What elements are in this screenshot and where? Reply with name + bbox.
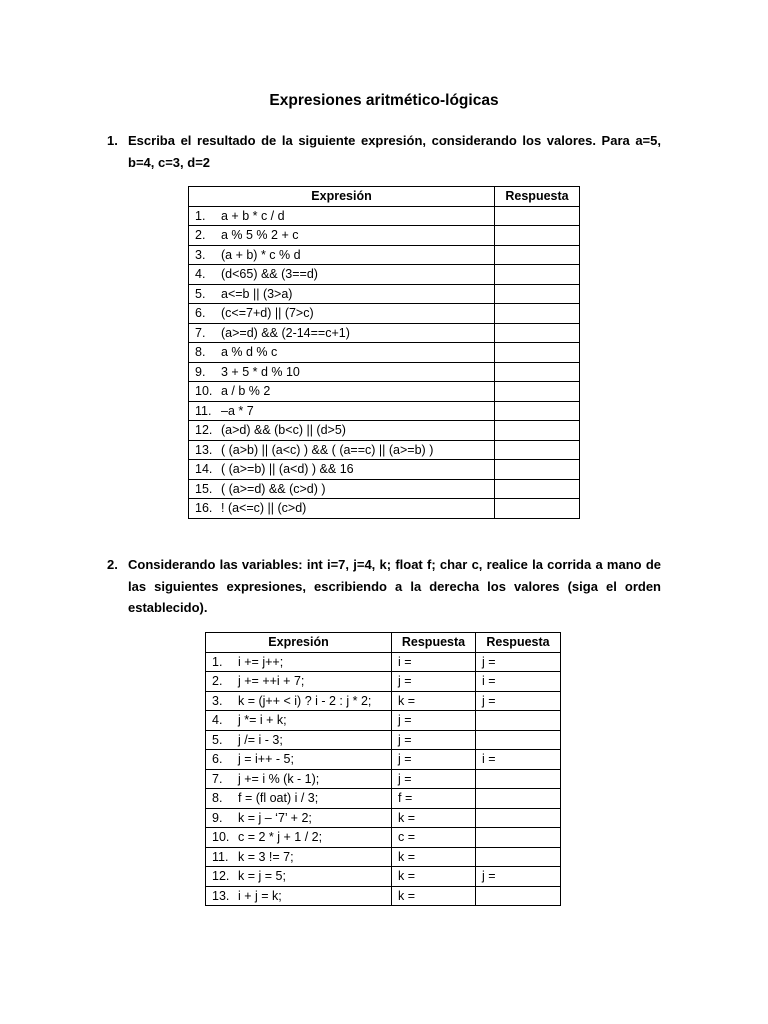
expression-text: ( (a>b) || (a<c) ) && ( (a==c) || (a>=b) )	[221, 442, 434, 457]
column-header-answer: Respuesta	[392, 633, 476, 653]
table-row	[206, 672, 561, 692]
answer-cell[interactable]: j =	[392, 672, 476, 692]
answer-cell[interactable]: j =	[392, 750, 476, 770]
row-number: 2.	[195, 228, 206, 242]
expression-text: –a * 7	[221, 403, 254, 418]
question-text: Considerando las variables: int i=7, j=4, k; float f; char c, realice la corrida a mano de las siguientes expresiones, escribiendo a la derecha los valores (siga el orden establecido).	[128, 557, 661, 615]
expression-cell	[189, 284, 495, 304]
answer-cell[interactable]	[495, 265, 580, 285]
table-row	[206, 808, 561, 828]
row-number: 6.	[195, 306, 206, 320]
expression-text: i += j++;	[238, 654, 284, 669]
row-number: 8.	[212, 791, 223, 805]
table-row	[189, 382, 580, 402]
expression-text: k = j – ‘7’ + 2;	[238, 810, 312, 825]
answer-cell[interactable]	[495, 440, 580, 460]
answer-cell-2[interactable]	[476, 886, 561, 906]
expression-cell	[189, 362, 495, 382]
expression-text: a + b * c / d	[221, 208, 285, 223]
table-row	[189, 499, 580, 519]
expression-cell	[206, 789, 392, 809]
table-row	[189, 362, 580, 382]
expression-text: j += i % (k - 1);	[238, 771, 320, 786]
row-number: 7.	[212, 771, 223, 786]
row-number: 3.	[195, 247, 206, 262]
expression-text: a % 5 % 2 + c	[221, 228, 299, 242]
row-number: 9.	[195, 364, 206, 379]
question-1	[107, 130, 661, 173]
expression-text: 3 + 5 * d % 10	[221, 364, 300, 379]
row-number: 6.	[212, 752, 223, 766]
table-row	[189, 421, 580, 441]
expression-text: k = j = 5;	[238, 869, 286, 883]
expression-table-1	[188, 186, 580, 519]
row-number: 16.	[195, 501, 213, 515]
expression-cell	[206, 711, 392, 731]
row-number: 9.	[212, 810, 223, 825]
expression-text: (a>d) && (b<c) || (d>5)	[221, 423, 346, 437]
expression-cell	[206, 867, 392, 887]
answer-cell-2[interactable]: j =	[476, 652, 561, 672]
question-2	[107, 554, 661, 619]
answer-cell-2[interactable]: j =	[476, 691, 561, 711]
row-number: 5.	[195, 286, 206, 301]
expression-cell	[189, 304, 495, 324]
table-row	[189, 226, 580, 246]
row-number: 1.	[212, 654, 223, 669]
expression-text: (c<=7+d) || (7>c)	[221, 306, 314, 320]
answer-cell-2[interactable]	[476, 808, 561, 828]
question-number: 2.	[107, 557, 118, 572]
row-number: 3.	[212, 693, 223, 708]
expression-text: a<=b || (3>a)	[221, 286, 293, 301]
answer-cell-2[interactable]	[476, 711, 561, 731]
question-text: Escriba el resultado de la siguiente expresión, considerando los valores. Para a=5, b=4, c=3, d=2	[128, 133, 661, 170]
answer-cell-2[interactable]: i =	[476, 750, 561, 770]
expression-cell	[189, 421, 495, 441]
answer-cell[interactable]	[495, 479, 580, 499]
expression-cell	[206, 730, 392, 750]
expression-text: i + j = k;	[238, 888, 282, 903]
expression-text: ( (a>=d) && (c>d) )	[221, 481, 326, 496]
answer-cell[interactable]: k =	[392, 886, 476, 906]
table-row	[189, 440, 580, 460]
column-header-expression: Expresión	[206, 633, 392, 653]
expression-cell	[206, 886, 392, 906]
expression-cell	[189, 323, 495, 343]
table-row	[189, 460, 580, 480]
expression-cell	[189, 499, 495, 519]
answer-cell[interactable]: j =	[392, 769, 476, 789]
table-row	[206, 828, 561, 848]
table-row	[206, 886, 561, 906]
row-number: 10.	[212, 830, 230, 844]
answer-cell[interactable]	[495, 401, 580, 421]
expression-text: (a>=d) && (2-14==c+1)	[221, 325, 350, 340]
answer-cell[interactable]: k =	[392, 808, 476, 828]
expression-cell	[206, 828, 392, 848]
table-row	[206, 750, 561, 770]
expression-cell	[189, 226, 495, 246]
table-row	[206, 867, 561, 887]
answer-cell[interactable]: k =	[392, 691, 476, 711]
table-row	[189, 265, 580, 285]
expression-text: j += ++i + 7;	[238, 674, 305, 688]
expression-cell	[206, 652, 392, 672]
table-row	[189, 206, 580, 226]
answer-cell[interactable]: k =	[392, 847, 476, 867]
column-header-answer-2: Respuesta	[476, 633, 561, 653]
answer-cell[interactable]	[495, 226, 580, 246]
expression-cell	[189, 479, 495, 499]
expression-cell	[206, 672, 392, 692]
answer-cell[interactable]	[495, 245, 580, 265]
table-row	[206, 847, 561, 867]
answer-cell-2[interactable]: i =	[476, 672, 561, 692]
expression-text: a / b % 2	[221, 384, 271, 398]
question-number: 1.	[107, 133, 118, 148]
expression-text: j *= i + k;	[238, 713, 287, 727]
row-number: 5.	[212, 732, 223, 747]
row-number: 10.	[195, 384, 213, 398]
answer-cell-2[interactable]	[476, 789, 561, 809]
expression-text: f = (fl oat) i / 3;	[238, 791, 319, 805]
row-number: 4.	[195, 267, 206, 281]
answer-cell[interactable]: k =	[392, 867, 476, 887]
answer-cell-2[interactable]	[476, 730, 561, 750]
row-number: 12.	[212, 869, 230, 883]
table-row	[206, 652, 561, 672]
table-row	[206, 789, 561, 809]
table-row	[206, 730, 561, 750]
answer-cell[interactable]: j =	[392, 730, 476, 750]
expression-cell	[206, 691, 392, 711]
column-header-answer: Respuesta	[495, 187, 580, 207]
answer-cell[interactable]	[495, 499, 580, 519]
answer-cell[interactable]: i =	[392, 652, 476, 672]
expression-cell	[189, 245, 495, 265]
row-number: 14.	[195, 462, 213, 476]
expression-cell	[189, 460, 495, 480]
expression-cell	[189, 206, 495, 226]
page-title: Expresiones aritmético-lógicas	[269, 92, 499, 109]
table-row	[206, 691, 561, 711]
answer-cell[interactable]	[495, 362, 580, 382]
answer-cell[interactable]	[495, 206, 580, 226]
row-number: 7.	[195, 325, 206, 340]
row-number: 15.	[195, 481, 213, 496]
answer-cell[interactable]	[495, 343, 580, 363]
expression-text: (d<65) && (3==d)	[221, 267, 318, 281]
answer-cell-2[interactable]	[476, 769, 561, 789]
answer-cell-2[interactable]	[476, 828, 561, 848]
answer-cell-2[interactable]: j =	[476, 867, 561, 887]
table-row	[206, 769, 561, 789]
expression-cell	[206, 769, 392, 789]
row-number: 13.	[195, 442, 213, 457]
answer-cell[interactable]	[495, 421, 580, 441]
expression-cell	[189, 440, 495, 460]
answer-cell-2[interactable]	[476, 847, 561, 867]
row-number: 2.	[212, 674, 223, 688]
expression-text: a % d % c	[221, 345, 278, 359]
expression-cell	[206, 808, 392, 828]
row-number: 1.	[195, 208, 206, 223]
table-row	[189, 323, 580, 343]
answer-cell[interactable]	[495, 382, 580, 402]
expression-cell	[189, 382, 495, 402]
expression-table-2	[205, 632, 561, 906]
table-row	[189, 245, 580, 265]
answer-cell[interactable]	[495, 304, 580, 324]
expression-text: ( (a>=b) || (a<d) ) && 16	[221, 462, 354, 476]
row-number: 11.	[212, 849, 229, 864]
row-number: 11.	[195, 403, 212, 418]
expression-text: c = 2 * j + 1 / 2;	[238, 830, 323, 844]
answer-cell[interactable]: j =	[392, 711, 476, 731]
expression-text: k = (j++ < i) ? i - 2 : j * 2;	[238, 693, 372, 708]
expression-text: j = i++ - 5;	[238, 752, 294, 766]
expression-text: (a + b) * c % d	[221, 247, 301, 262]
expression-cell	[189, 401, 495, 421]
answer-cell[interactable]: c =	[392, 828, 476, 848]
answer-cell[interactable]	[495, 323, 580, 343]
table-row	[189, 343, 580, 363]
row-number: 8.	[195, 345, 206, 359]
row-number: 12.	[195, 423, 213, 437]
row-number: 13.	[212, 888, 230, 903]
expression-cell	[189, 265, 495, 285]
table-row	[189, 284, 580, 304]
expression-cell	[206, 750, 392, 770]
table-row	[189, 401, 580, 421]
expression-cell	[189, 343, 495, 363]
answer-cell[interactable]: f =	[392, 789, 476, 809]
column-header-expression: Expresión	[189, 187, 495, 207]
expression-text: j /= i - 3;	[238, 732, 283, 747]
answer-cell[interactable]	[495, 284, 580, 304]
table-row	[189, 304, 580, 324]
table-row	[206, 711, 561, 731]
expression-text: k = 3 != 7;	[238, 849, 294, 864]
answer-cell[interactable]	[495, 460, 580, 480]
row-number: 4.	[212, 713, 223, 727]
expression-text: ! (a<=c) || (c>d)	[221, 501, 307, 515]
expression-cell	[206, 847, 392, 867]
table-row	[189, 479, 580, 499]
